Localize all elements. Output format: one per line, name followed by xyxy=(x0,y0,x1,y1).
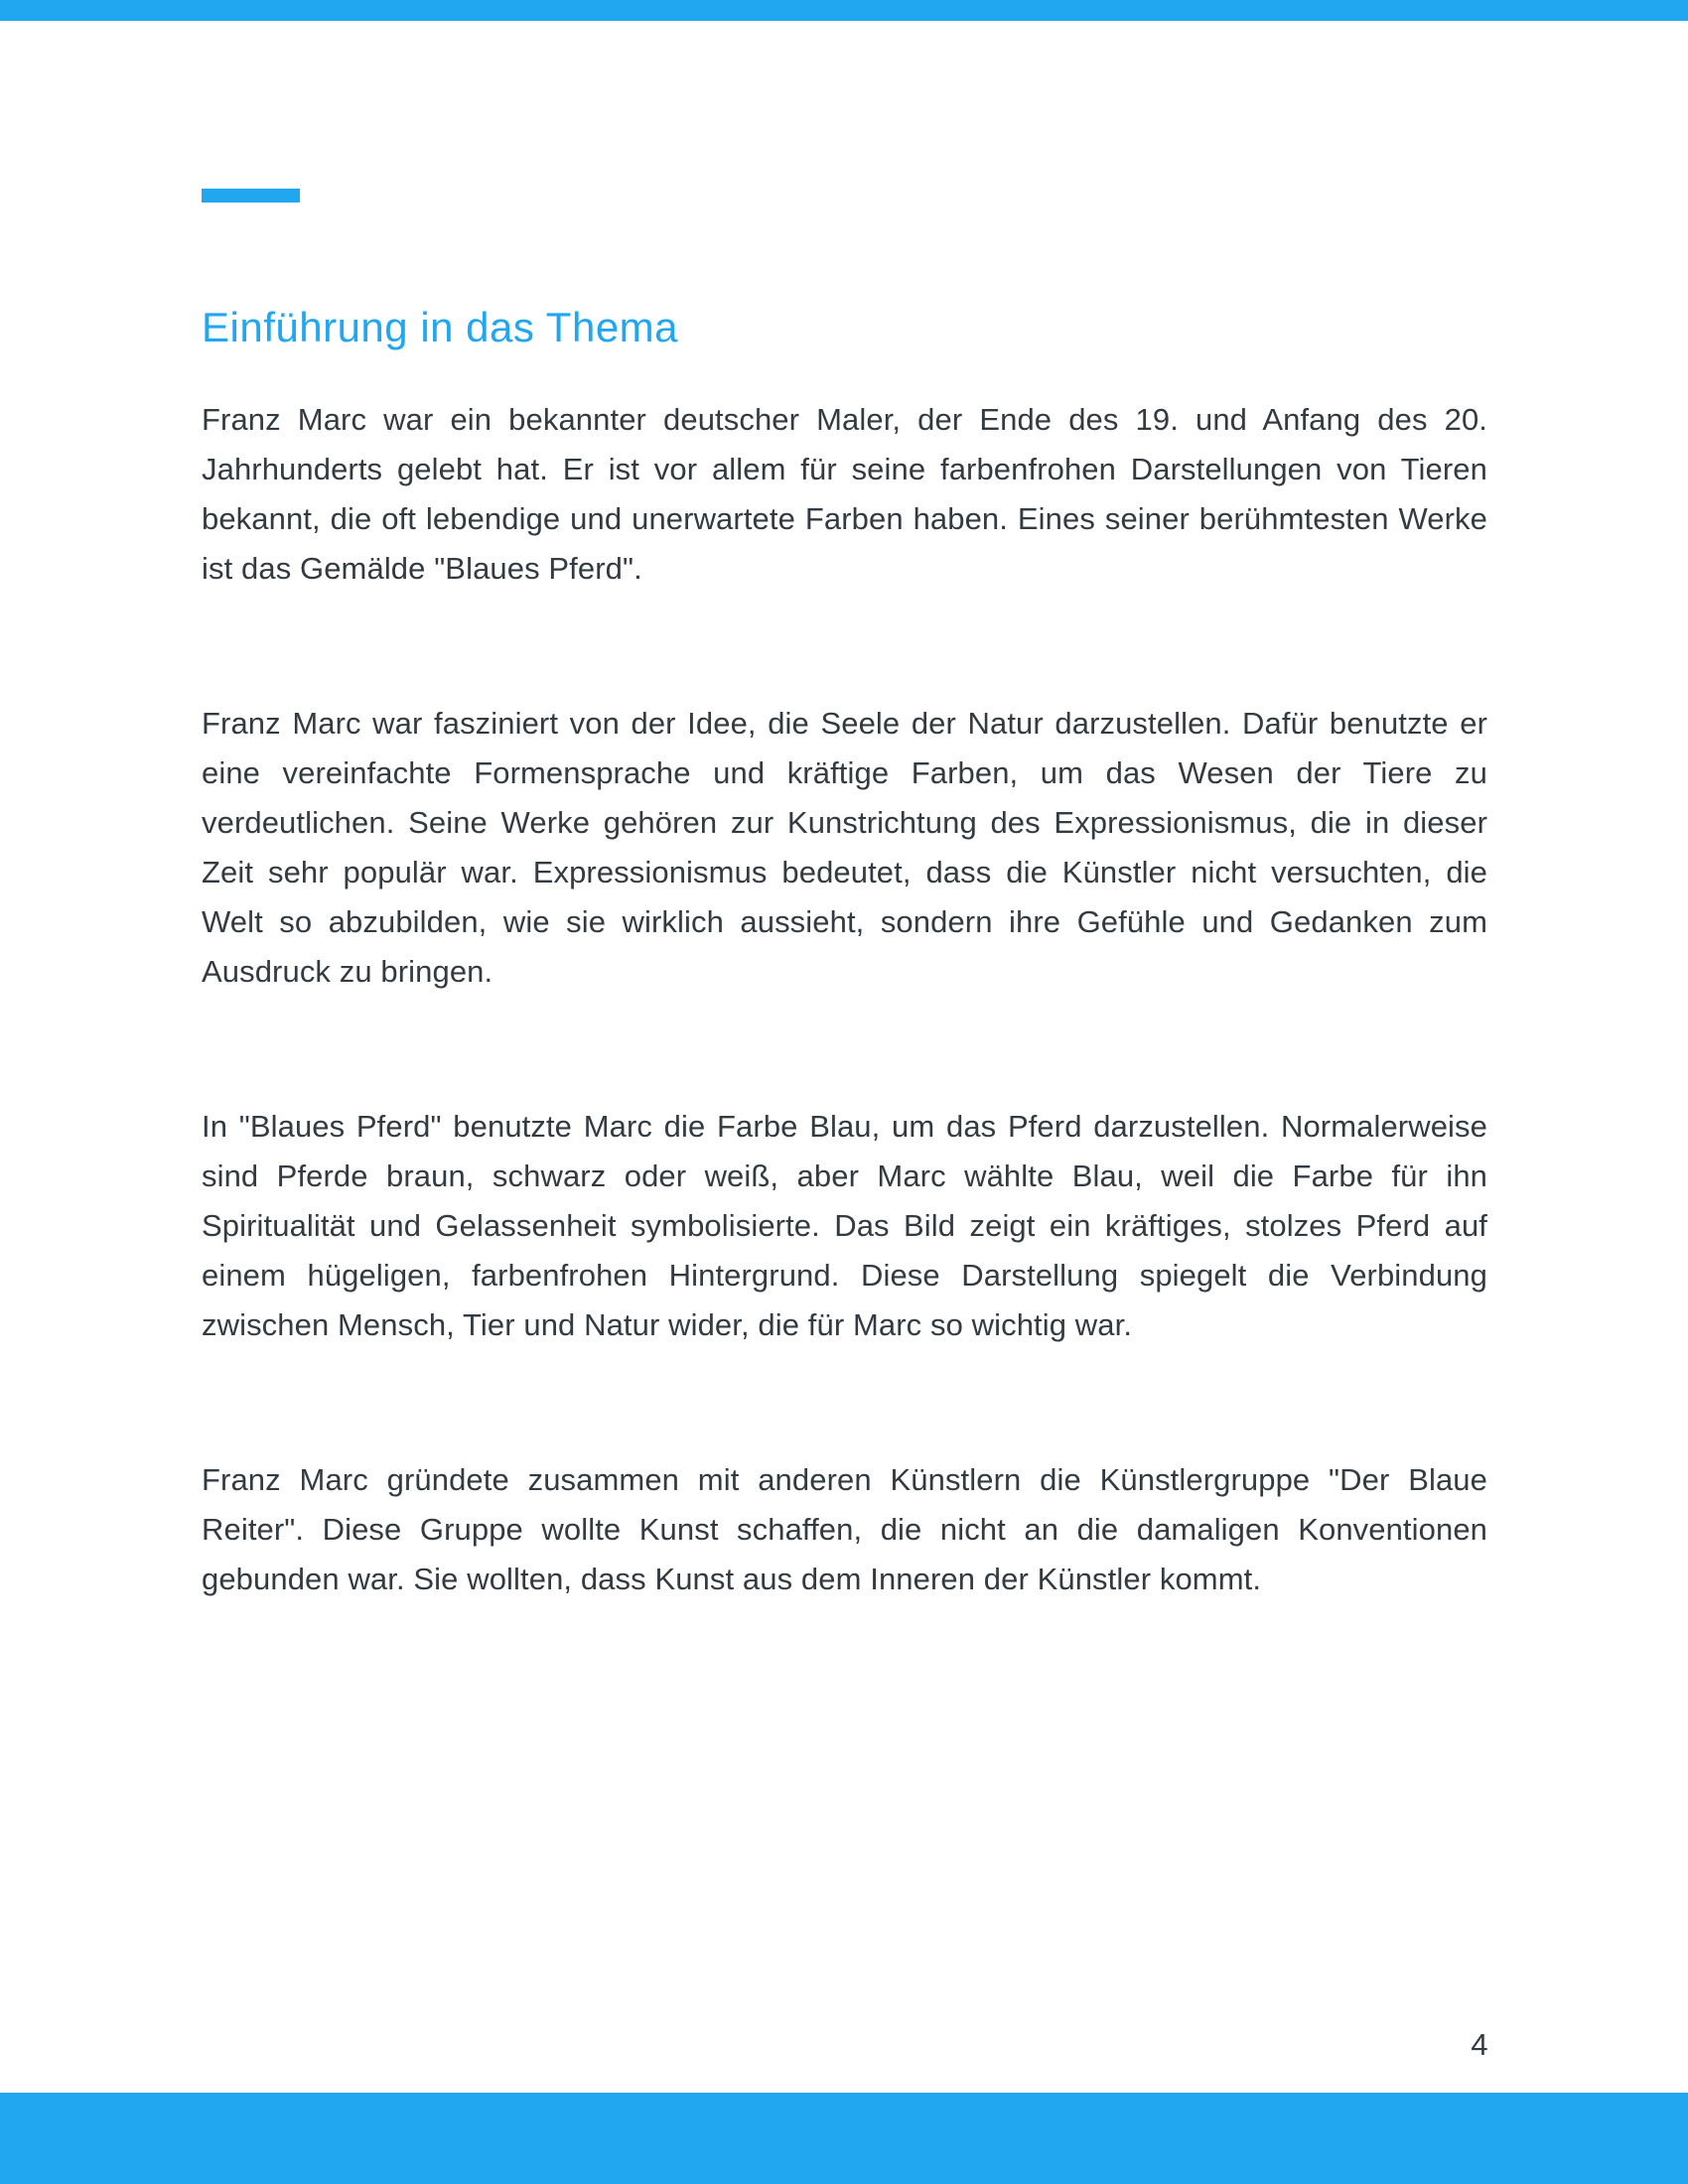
section-accent-mark xyxy=(202,189,300,203)
top-accent-bar xyxy=(0,0,1688,21)
bottom-accent-bar xyxy=(0,2093,1688,2184)
page-title: Einführung in das Thema xyxy=(202,304,679,350)
body-text xyxy=(202,395,1487,1709)
paragraph-expressionism: Franz Marc war fasziniert von der Idee, die Seele der Natur darzustellen. Dafür benutzte er eine vereinfachte Formensprache und kräftige Farben, um das Wesen der Tiere zu verdeutlichen. Seine Werke gehören zur Kunstrichtung des Expressionismus, die in dieser Zeit sehr populär war. Expressionismus bedeutet, dass die Künstler nicht versuchten, die Welt so abzubilden, wie sie wirklich aussieht, sondern ihre Gefühle und Gedanken zum Ausdruck zu bringen. xyxy=(202,706,1487,989)
paragraph-blaues-pferd: In "Blaues Pferd" benutzte Marc die Farbe Blau, um das Pferd darzustellen. Normalerweise sind Pferde braun, schwarz oder weiß, aber Marc wählte Blau, weil die Farbe für ihn Spiritualität und Gelassenheit symbolisierte. Das Bild zeigt ein kräftiges, stolzes Pferd auf einem hügeligen, farbenfrohen Hintergrund. Diese Darstellung spiegelt die Verbindung zwischen Mensch, Tier und Natur wider, die für Marc so wichtig war. xyxy=(202,1109,1487,1342)
page-number: 4 xyxy=(1471,2027,1488,2062)
paragraph-intro: Franz Marc war ein bekannter deutscher Maler, der Ende des 19. und Anfang des 20. Jahrhunderts gelebt hat. Er ist vor allem für seine farbenfrohen Darstellungen von Tieren bekannt, die oft lebendige und unerwartete Farben haben. Eines seiner berühmtesten Werke ist das Gemälde "Blaues Pferd". xyxy=(202,402,1487,586)
paragraph-blaue-reiter: Franz Marc gründete zusammen mit anderen Künstlern die Künstlergruppe "Der Blaue Reiter". Diese Gruppe wollte Kunst schaffen, die nicht an die damaligen Konventionen gebunden war. Sie wollten, dass Kunst aus dem Inneren der Künstler kommt. xyxy=(202,1462,1487,1596)
